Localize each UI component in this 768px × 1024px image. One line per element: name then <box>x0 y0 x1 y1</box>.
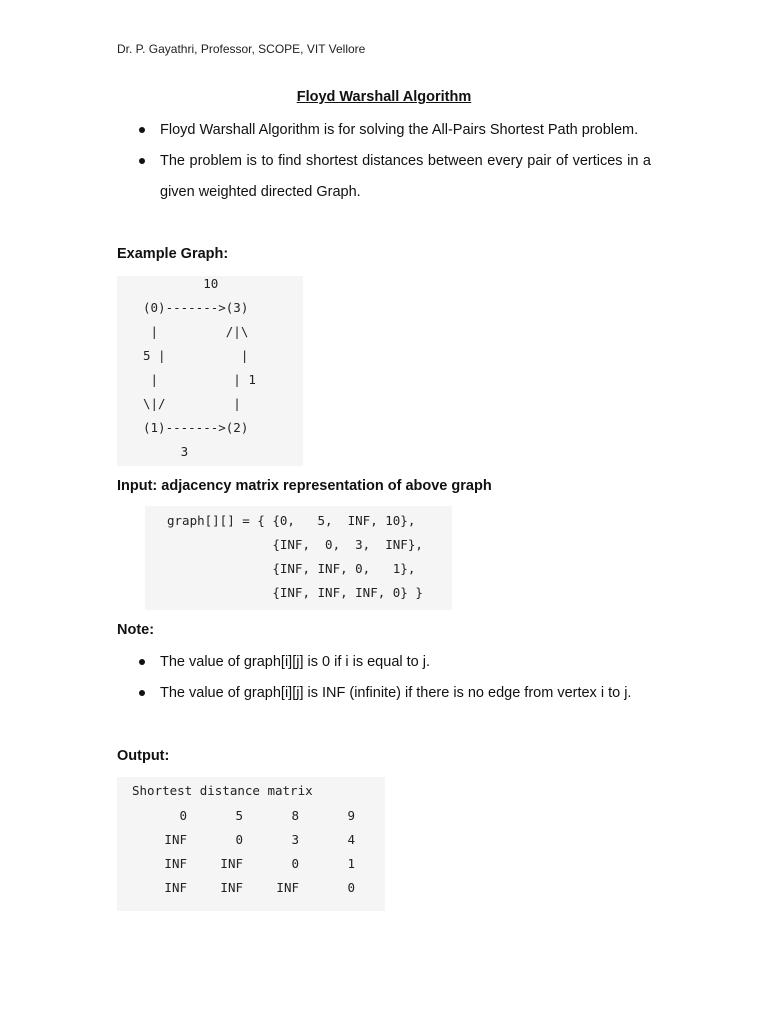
table-cell: 9 <box>347 807 355 823</box>
table-cell: 4 <box>347 831 355 847</box>
table-cell: 3 <box>291 831 299 847</box>
note-bullet-list <box>137 647 651 709</box>
input-heading: Input: adjacency matrix representation of above graph <box>117 478 492 494</box>
table-cell: INF <box>220 879 243 895</box>
output-matrix-table <box>117 803 355 899</box>
table-row <box>117 875 355 899</box>
example-graph-box <box>117 276 303 466</box>
table-cell: INF <box>164 879 187 895</box>
example-graph-heading: Example Graph: <box>117 246 229 262</box>
table-cell: 1 <box>347 855 355 871</box>
intro-bullet-item: Floyd Warshall Algorithm is for solving the All-Pairs Shortest Path problem. <box>137 115 651 146</box>
table-cell: 0 <box>179 807 187 823</box>
table-cell: INF <box>164 831 187 847</box>
note-bullet-item: The value of graph[i][j] is INF (infinite) if there is no edge from vertex i to j. <box>137 678 651 709</box>
table-row <box>117 851 355 875</box>
table-cell: 8 <box>291 807 299 823</box>
note-heading: Note: <box>117 622 155 638</box>
table-row <box>117 827 355 851</box>
output-caption: Shortest distance matrix <box>132 783 313 798</box>
intro-bullet-list <box>137 115 651 208</box>
intro-bullet-item: The problem is to find shortest distances between every pair of vertices in a given weighted directed Graph. <box>137 146 651 208</box>
table-cell: 0 <box>291 855 299 871</box>
example-graph-ascii: 10 (0)------->(3) | /|\ 5 | | | | 1 \|/ | (1)------->(2) 3 <box>143 276 256 459</box>
table-cell: 0 <box>347 879 355 895</box>
table-cell: INF <box>164 855 187 871</box>
author-header: Dr. P. Gayathri, Professor, SCOPE, VIT Vellore <box>117 42 366 56</box>
output-heading: Output: <box>117 748 170 764</box>
table-row <box>117 803 355 827</box>
input-code-box <box>145 506 452 610</box>
table-cell: 0 <box>235 831 243 847</box>
table-cell: INF <box>276 879 299 895</box>
table-cell: INF <box>220 855 243 871</box>
output-box <box>117 777 385 911</box>
page-title: Floyd Warshall Algorithm <box>296 89 472 105</box>
input-matrix-code: graph[][] = { {0, 5, INF, 10}, {INF, 0, 3, INF}, {INF, INF, 0, 1}, {INF, INF, INF, 0} } <box>167 513 423 600</box>
table-cell: 5 <box>235 807 243 823</box>
note-bullet-item: The value of graph[i][j] is 0 if i is equal to j. <box>137 647 651 678</box>
